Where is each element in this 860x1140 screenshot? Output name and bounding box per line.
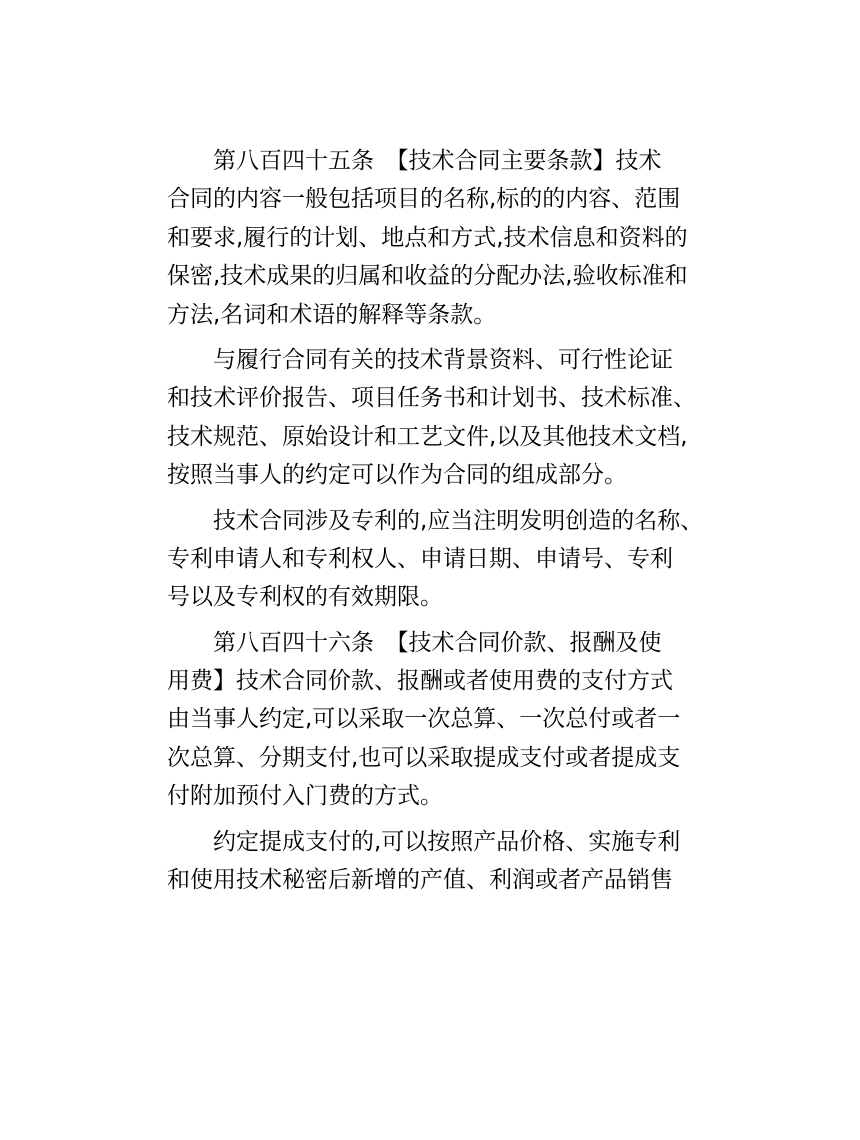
text-line: 和使用技术秘密后新增的产值、利润或者产品销售 bbox=[167, 867, 673, 894]
text-line: 合同的内容一般包括项目的名称,标的的内容、范围 bbox=[167, 186, 681, 213]
text-line: 保密,技术成果的归属和收益的分配办法,验收标准和 bbox=[167, 263, 688, 290]
paragraph-article-846 bbox=[167, 624, 707, 816]
text-line: 第八百四十五条 【技术合同主要条款】技术 bbox=[213, 148, 662, 174]
text-line: 技术规范、原始设计和工艺文件,以及其他技术文档, bbox=[167, 423, 688, 450]
text-line: 约定提成支付的,可以按照产品价格、实施专利 bbox=[213, 828, 681, 855]
text-line: 方法,名词和术语的解释等条款。 bbox=[167, 301, 497, 328]
document-body bbox=[167, 142, 707, 899]
text-line: 技术合同涉及专利的,应当注明发明创造的名称、 bbox=[213, 507, 704, 534]
text-line: 按照当事人的约定可以作为合同的组成部分。 bbox=[167, 462, 627, 489]
text-line: 号以及专利权的有效期限。 bbox=[167, 584, 443, 611]
text-line: 专利申请人和专利权人、申请日期、申请号、专利 bbox=[167, 545, 673, 572]
text-line: 次总算、分期支付,也可以采取提成支付或者提成支 bbox=[167, 744, 681, 771]
text-line: 付附加预付入门费的方式。 bbox=[167, 783, 443, 810]
paragraph-background-materials bbox=[167, 341, 707, 495]
text-line: 用费】技术合同价款、报酬或者使用费的支付方式 bbox=[167, 668, 673, 695]
paragraph-patents bbox=[167, 502, 707, 617]
paragraph-article-845 bbox=[167, 142, 707, 334]
text-line: 和要求,履行的计划、地点和方式,技术信息和资料的 bbox=[167, 224, 688, 251]
text-line: 由当事人约定,可以采取一次总算、一次总付或者一 bbox=[167, 706, 681, 733]
text-line: 第八百四十六条 【技术合同价款、报酬及使 bbox=[213, 629, 662, 656]
text-line: 和技术评价报告、项目任务书和计划书、技术标准、 bbox=[167, 385, 696, 412]
paragraph-royalty-payment bbox=[167, 823, 707, 900]
text-line: 与履行合同有关的技术背景资料、可行性论证 bbox=[213, 346, 673, 373]
